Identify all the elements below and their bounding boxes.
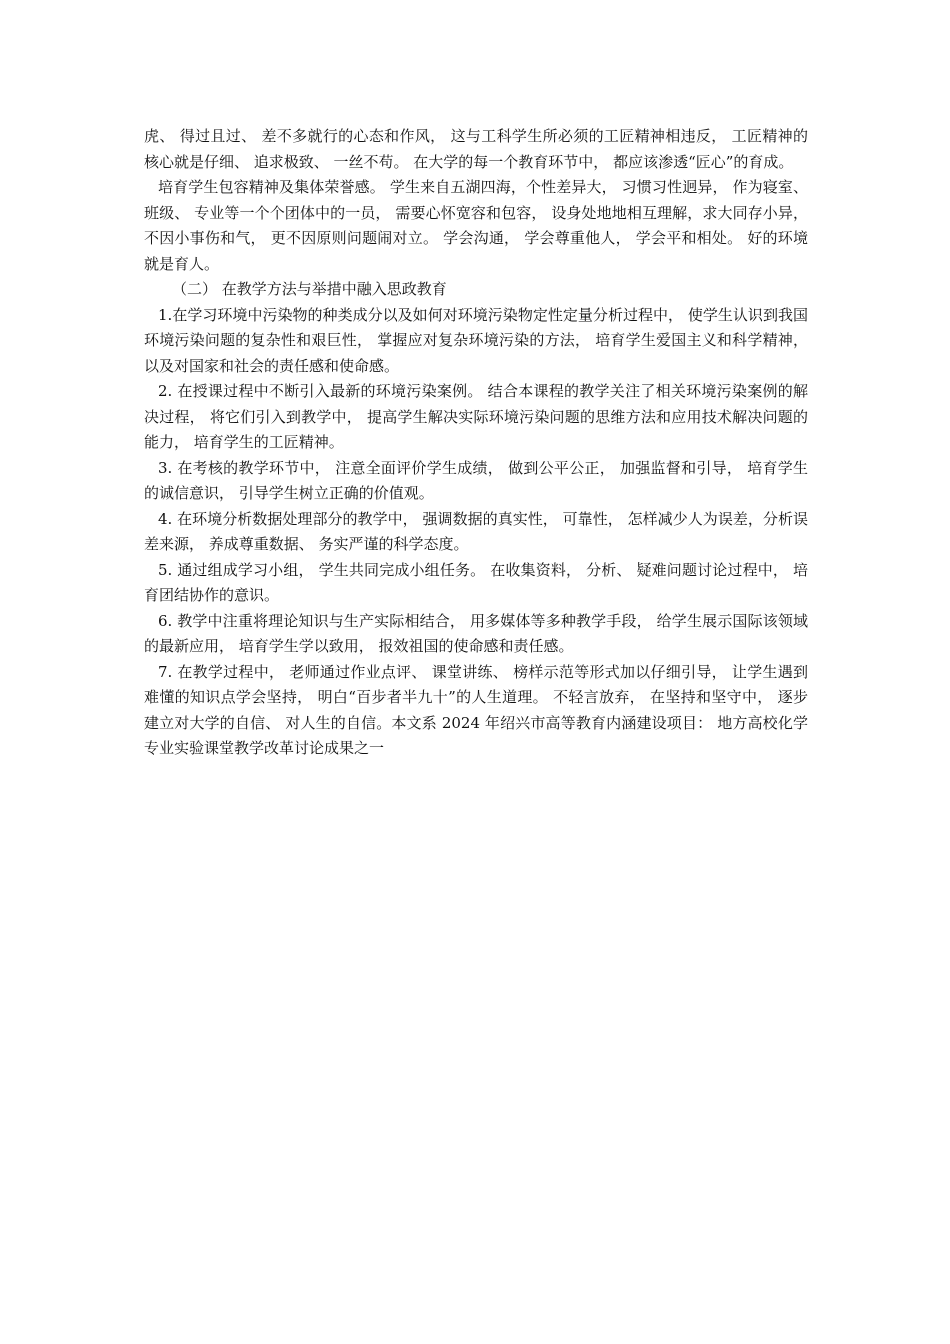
section-heading: （二） 在教学方法与举措中融入思政教育	[172, 280, 447, 298]
paragraph-tolerance-collective: 培育学生包容精神及集体荣誉感。 学生来自五湖四海，个性差异大， 习惯习性迥异， 作为寝室、 班级、 专业等一个个团体中的一员， 需要心怀宽容和包容， 设身处地地相互理解，求大同存小异， 不因小事伤和气， 更不因原则问题闹对立。 学会沟通， 学会尊重他人， 学会平和相处。 好的环境就是育人。	[144, 178, 808, 273]
list-item-2: 2. 在授课过程中不断引入最新的环境污染案例。 结合本课程的教学关注了相关环境污染案例的解决过程， 将它们引入到教学中， 提高学生解决实际环境污染问题的思维方法和应用技术解决问题的能力， 培育学生的工匠精神。	[144, 382, 808, 451]
list-item-1: 1.在学习环境中污染物的种类成分以及如何对环境污染物定性定量分析过程中， 使学生认识到我国环境污染问题的复杂性和艰巨性， 掌握应对复杂环境污染的方法， 培育学生爱国主义和科学精神， 以及对国家和社会的责任感和使命感。	[144, 305, 808, 375]
list-item-6: 6. 教学中注重将理论知识与生产实际相结合， 用多媒体等多种教学手段， 给学生展示国际该领域的最新应用， 培育学生学以致用， 报效祖国的使命感和责任感。	[144, 611, 808, 655]
list-item-3: 3. 在考核的教学环节中， 注意全面评价学生成绩， 做到公平公正， 加强监督和引导， 培育学生的诚信意识， 引导学生树立正确的价值观。	[144, 458, 808, 502]
list-item-5: 5. 通过组成学习小组， 学生共同完成小组任务。 在收集资料， 分析、 疑难问题讨论过程中， 培育团结协作的意识。	[144, 560, 808, 604]
paragraph-craftsman-spirit: 虎、 得过且过、 差不多就行的心态和作风， 这与工科学生所必须的工匠精神相违反， 工匠精神的核心就是仔细、 追求极致、 一丝不苟。 在大学的每一个教育环节中， 都应该渗透“匠心”的育成。	[144, 127, 808, 171]
list-item-7: 7. 在教学过程中， 老师通过作业点评、 课堂讲练、 榜样示范等形式加以仔细引导， 让学生遇到难懂的知识点学会坚持， 明白“百步者半九十”的人生道理。 不轻言放弃， 在坚持和坚守中， 逐步建立对大学的自信、 对人生的自信。本文系 2024 年绍兴市高等教育内涵建设项目： 地方高校化学专业实验课堂教学改革讨论成果之一	[144, 662, 808, 757]
document-body	[144, 124, 808, 762]
list-item-4: 4. 在环境分析数据处理部分的教学中， 强调数据的真实性， 可靠性， 怎样减少人为误差，分析误差来源， 养成尊重数据、 务实严谨的科学态度。	[144, 509, 808, 553]
